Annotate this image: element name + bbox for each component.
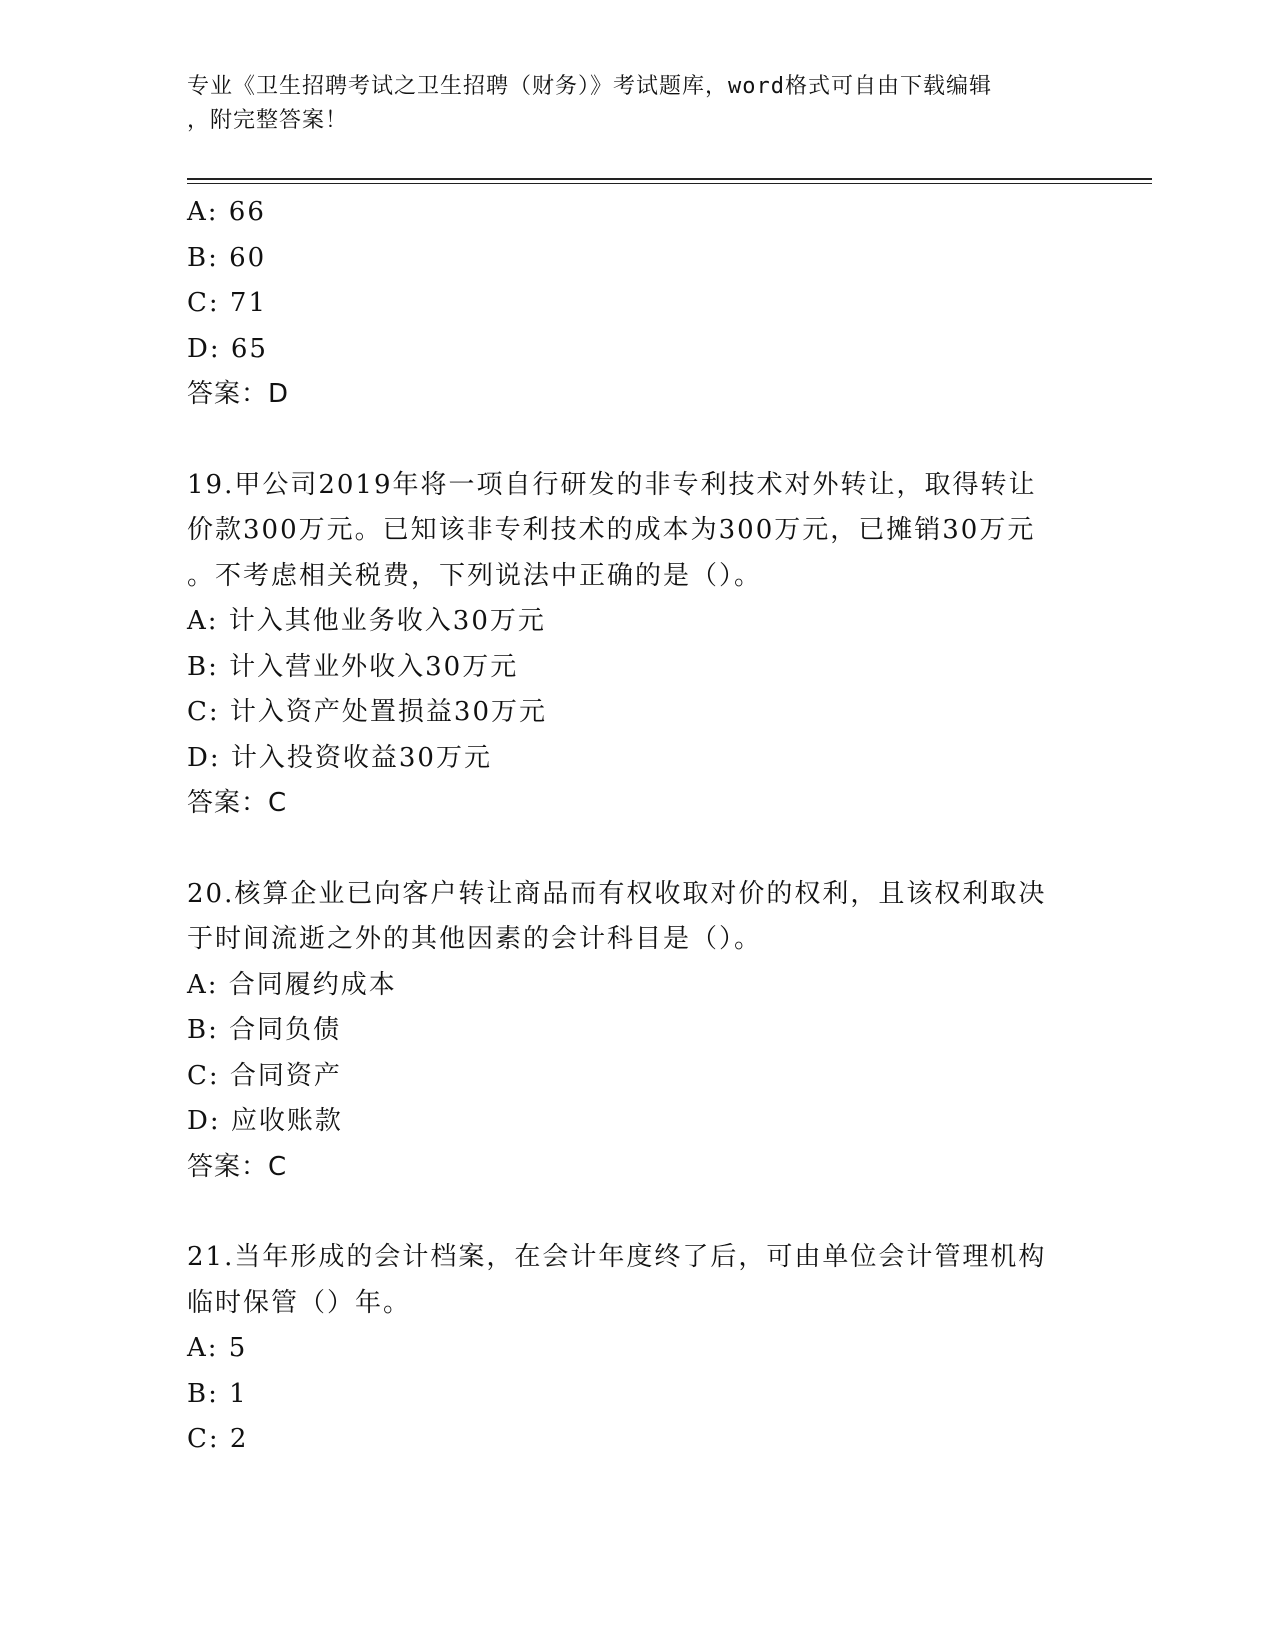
option-b: B: 1: [187, 1378, 248, 1409]
question-text-line: 临时保管（）年。: [187, 1287, 412, 1318]
question-text-line: 21.当年形成的会计档案，在会计年度终了后，可由单位会计管理机构: [187, 1242, 1047, 1272]
spacer: [187, 827, 1087, 872]
question-20: [187, 872, 1087, 1191]
option-b: B: 60: [187, 242, 267, 273]
option-a: A: 计入其他业务收入30万元: [187, 606, 546, 636]
spacer: [187, 418, 1087, 463]
question-text-line: 价款300万元。已知该非专利技术的成本为300万元，已摊销30万元: [187, 515, 1036, 545]
header-rule-thick: [187, 178, 1152, 180]
option-a: A: 合同履约成本: [187, 969, 397, 1000]
question-text-line: 。不考虑相关税费，下列说法中正确的是（）。: [187, 560, 763, 591]
answer: 答案：C: [187, 788, 288, 818]
document-header: [187, 70, 1067, 138]
option-c: C: 合同资产: [187, 1060, 342, 1091]
header-rule-thin: [187, 183, 1152, 184]
option-a: A: 66: [187, 197, 266, 227]
option-c: C: 2: [187, 1424, 249, 1454]
question-19: [187, 463, 1087, 827]
option-a: A: 5: [187, 1333, 248, 1363]
header-line-2: ，附完整答案！: [187, 108, 349, 133]
option-b: B: 合同负债: [187, 1015, 342, 1045]
option-d: D: 计入投资收益30万元: [187, 742, 492, 773]
option-d: D: 65: [187, 333, 268, 364]
answer: 答案：C: [187, 1151, 288, 1182]
spacer: [187, 1190, 1087, 1235]
option-c: C: 计入资产处置损益30万元: [187, 697, 548, 727]
question-text-line: 20.核算企业已向客户转让商品而有权收取对价的权利，且该权利取决: [187, 878, 1047, 909]
question-content: [187, 190, 1087, 1463]
header-line-1: 专业《卫生招聘考试之卫生招聘（财务）》考试题库，word格式可自由下载编辑: [187, 74, 992, 99]
question-text-line: 于时间流逝之外的其他因素的会计科目是（）。: [187, 924, 763, 954]
question-21: [187, 1235, 1087, 1463]
option-b: B: 计入营业外收入30万元: [187, 651, 519, 682]
option-c: C: 71: [187, 288, 268, 318]
question-text-line: 19.甲公司2019年将一项自行研发的非专利技术对外转让，取得转让: [187, 469, 1037, 500]
option-d: D: 应收账款: [187, 1106, 343, 1136]
prev-question-block: [187, 190, 1087, 418]
answer: 答案：D: [187, 379, 290, 409]
